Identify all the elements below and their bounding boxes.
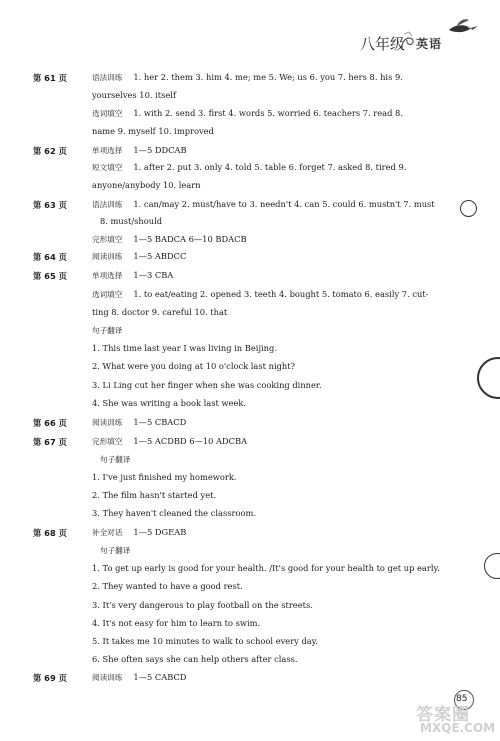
page-label: 第 65 页 [33, 271, 67, 281]
answer-line [92, 90, 176, 101]
answer-text: 1. her 2. them 3. him 4. me; me 5. We; us 6. you 7. hers 8. his 9. [133, 72, 403, 82]
answer-line [92, 325, 133, 336]
answer-text: yourselves 10. itself [92, 90, 177, 100]
answer-line [100, 545, 141, 556]
answer-text: 1. can/may 2. must/have to 3. needn't 4. can 5. could 6. mustn't 7. must [133, 199, 435, 209]
answer-text: 3. Li Ling cut her finger when she was cooking dinner. [92, 380, 322, 390]
exercise-type: 单项选择 [92, 271, 123, 280]
answer-text: 4. It's not easy for him to learn to swim. [92, 618, 261, 628]
page-label: 第 68 页 [33, 528, 67, 538]
grade-title: 八年级 [360, 35, 406, 53]
answer-line [92, 72, 403, 83]
answer-line [92, 343, 277, 354]
exercise-type: 句子翻译 [100, 546, 131, 555]
page-label: 第 66 页 [33, 418, 67, 428]
answer-text: 5. It takes me 10 minutes to walk to school every day. [92, 636, 318, 646]
answer-line [92, 361, 295, 372]
page-number: 85 [456, 694, 468, 704]
watermark-bottom: MXQE.COM [420, 721, 496, 735]
answer-text: 2. They wanted to have a good rest. [92, 581, 243, 591]
answer-text: 2. What were you doing at 10 o'clock last night? [92, 361, 296, 371]
page-label: 第 61 页 [33, 73, 67, 83]
exercise-type: 选词填空 [92, 290, 123, 299]
bird-icon [445, 16, 481, 42]
exercise-type: 语法训练 [92, 200, 123, 209]
header [360, 30, 495, 60]
answer-line [92, 672, 186, 683]
answer-line [92, 600, 313, 611]
answer-line [92, 289, 429, 300]
answer-line [92, 636, 318, 647]
answer-text: anyone/anybody 10. learn [92, 180, 201, 190]
answer-line [92, 234, 247, 245]
answer-line [92, 581, 243, 592]
answer-text: 1. This time last year I was living in Beijing. [92, 343, 277, 353]
answer-line [92, 417, 186, 428]
answer-line [92, 251, 186, 262]
answer-text: 1. after 2. put 3. only 4. told 5. table 6. forget 7. asked 8. tired 9. [133, 162, 407, 172]
watermark-top: 答案圈 [416, 705, 470, 725]
exercise-type: 补全对话 [92, 528, 123, 537]
answer-line [92, 618, 260, 629]
answer-text: 1—3 CBA [133, 270, 174, 280]
answer-text: 1—5 BADCA 6—10 BDACB [133, 234, 247, 244]
answer-text: 1. with 2. send 3. first 4. words 5. worried 6. teachers 7. read 8. [133, 108, 403, 118]
answer-line [100, 216, 162, 227]
answer-line [92, 145, 187, 156]
answer-text: 6. She often says she can help others after class. [92, 654, 298, 664]
answer-line [92, 527, 186, 538]
answer-line [92, 108, 403, 119]
exercise-type: 单项选择 [92, 146, 123, 155]
answer-line [92, 180, 201, 191]
subject-title: 英语 [416, 37, 443, 51]
exercise-type: 阅读训练 [92, 252, 123, 261]
answer-text: 3. They haven't cleaned the classroom. [92, 508, 256, 518]
answer-line [92, 654, 298, 665]
answer-text: 1—5 ABDCC [133, 251, 187, 261]
answer-line [92, 563, 440, 574]
page-label: 第 67 页 [33, 437, 67, 447]
answer-line [92, 380, 322, 391]
exercise-type: 句子翻译 [100, 455, 131, 464]
exercise-type: 语法训练 [92, 73, 123, 82]
answer-text: 3. It's very dangerous to play football on the streets. [92, 600, 313, 610]
answer-line [92, 472, 237, 483]
watermark-logo [412, 700, 500, 740]
page-label: 第 69 页 [33, 673, 67, 683]
exercise-type: 完形填空 [92, 235, 123, 244]
exercise-type: 阅读训练 [92, 673, 123, 682]
binding-ring-icon [460, 200, 477, 217]
page-label: 第 62 页 [33, 146, 67, 156]
answer-line [92, 508, 256, 519]
answer-text: ting 8. doctor 9. careful 10. that [92, 307, 228, 317]
answer-text: 1—5 CABCD [133, 672, 187, 682]
answer-line [100, 454, 141, 465]
page-label: 第 63 页 [33, 200, 67, 210]
answer-text: 8. must/should [100, 216, 163, 226]
exercise-type: 选词填空 [92, 109, 123, 118]
answer-line [92, 162, 406, 173]
answer-text: 1—5 ACDBD 6—10 ADCBA [133, 436, 248, 446]
exercise-type: 完形填空 [92, 437, 123, 446]
answer-text: 1. To get up early is good for your health. /It's good for your health to get up early. [92, 563, 440, 573]
answer-text: 1. I've just finished my homework. [92, 472, 237, 482]
answer-line [92, 398, 246, 409]
answer-text: 4. She was writing a book last week. [92, 398, 247, 408]
answer-text: 2. The film hasn't started yet. [92, 490, 217, 500]
answer-text: 1—5 DDCAB [133, 145, 187, 155]
answer-line [92, 307, 227, 318]
exercise-type: 短文填空 [92, 163, 123, 172]
page-label: 第 64 页 [33, 252, 67, 262]
binding-ring-icon [484, 553, 500, 579]
answer-line [92, 490, 216, 501]
answer-text: 1—5 DGEAB [133, 527, 187, 537]
answer-text: 1. to eat/eating 2. opened 3. teeth 4. bought 5. tomato 6. easily 7. cut- [133, 289, 429, 299]
answer-line [92, 126, 214, 137]
answer-text: 1—5 CBACD [133, 417, 187, 427]
answer-text: name 9. myself 10. improved [92, 126, 214, 136]
swirl-icon [400, 30, 416, 50]
answer-line [92, 436, 247, 447]
answer-line [92, 270, 173, 281]
binding-ring-icon [477, 357, 500, 399]
exercise-type: 阅读训练 [92, 418, 123, 427]
answer-line [92, 199, 435, 210]
exercise-type: 句子翻译 [92, 326, 123, 335]
